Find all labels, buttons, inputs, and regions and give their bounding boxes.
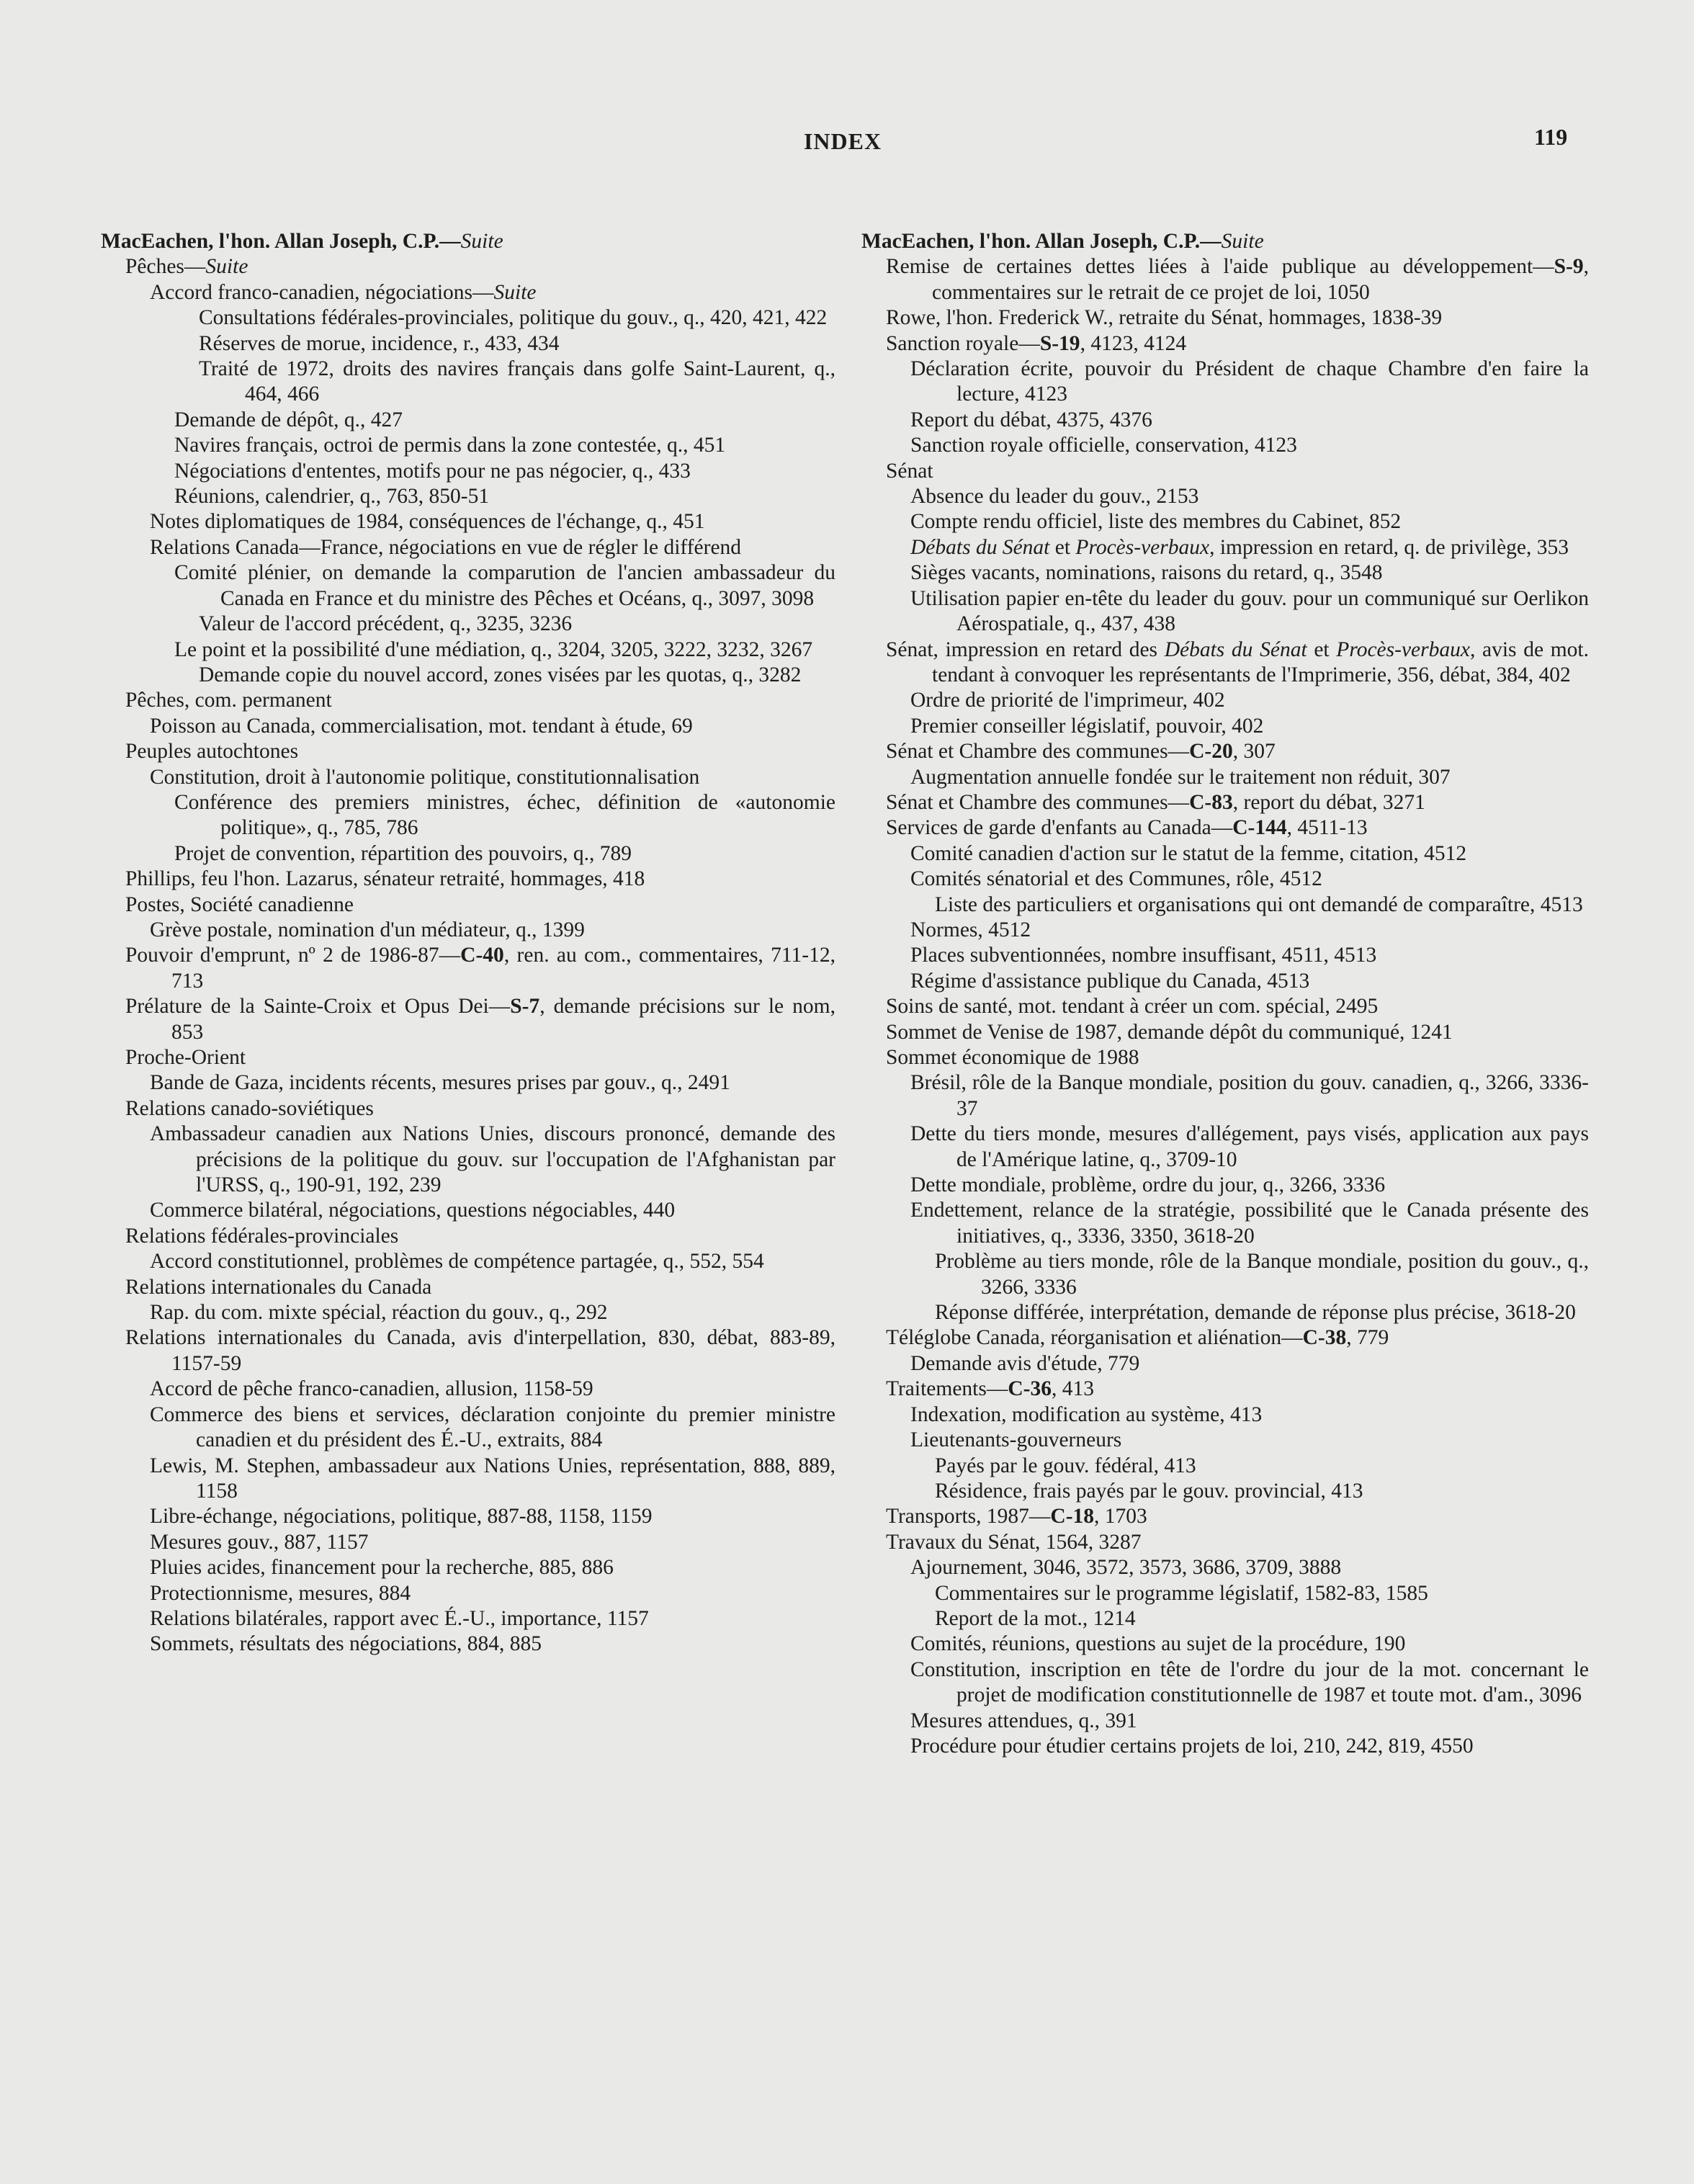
index-entry — [101, 433, 835, 458]
index-entry — [101, 1581, 835, 1606]
entry-text: Relations Canada—France, négociations en vue de régler le différend — [150, 535, 742, 559]
entry-text: , commentaires sur le retrait de ce projet de loi, 1050 — [932, 255, 1589, 304]
entry-text: Dette mondiale, problème, ordre du jour, q., 3266, 3336 — [910, 1173, 1386, 1197]
index-entry — [861, 1555, 1589, 1580]
index-entry — [861, 739, 1589, 764]
index-entry — [861, 1300, 1589, 1325]
index-entry — [861, 1020, 1589, 1045]
entry-text: Commerce bilatéral, négociations, questions négociables, 440 — [150, 1199, 676, 1222]
italic-text: Suite — [205, 255, 248, 279]
entry-text: Comité canadien d'action sur le statut de la femme, citation, 4512 — [910, 841, 1467, 865]
bill-number: S-9 — [1554, 255, 1584, 279]
index-entry — [101, 331, 835, 357]
entry-text: , 4511-13 — [1286, 816, 1368, 840]
entry-text: Mesures attendues, q., 391 — [910, 1709, 1137, 1732]
right-column — [861, 229, 1589, 1759]
index-entry — [101, 280, 835, 305]
bill-number: S-19 — [1039, 331, 1080, 355]
entry-text: Relations internationales du Canada, avis d'interpellation, 830, débat, 883-89, 1157-59 — [125, 1326, 835, 1375]
index-entry — [861, 1377, 1589, 1402]
entry-text: Traité de 1972, droits des navires français dans golfe Saint-Laurent, q., 464, 466 — [199, 357, 835, 406]
bill-number: C-38 — [1302, 1326, 1347, 1350]
entry-text: Accord de pêche franco-canadien, allusion, 1158-59 — [150, 1377, 593, 1401]
index-entry — [101, 1530, 835, 1555]
index-entry — [101, 1606, 835, 1632]
index-entry — [101, 1454, 835, 1505]
index-entry — [861, 1070, 1589, 1122]
entry-text: Comité plénier, on demande la comparution de l'ancien ambassadeur du Canada en France et du ministre des Pêches et Océans, q., 3097, 3098 — [174, 561, 835, 610]
index-entry — [861, 1454, 1589, 1479]
entry-text: Premier conseiller législatif, pouvoir, 402 — [910, 714, 1264, 738]
entry-text: Projet de convention, répartition des pouvoirs, q., 789 — [174, 841, 632, 865]
index-entry — [101, 535, 835, 560]
entry-text: Indexation, modification au système, 413 — [910, 1402, 1263, 1426]
entry-text: Protectionnisme, mesures, 884 — [150, 1581, 411, 1605]
entry-text: Postes, Société canadienne — [125, 892, 354, 916]
entry-text: Résidence, frais payés par le gouv. provincial, 413 — [935, 1479, 1363, 1503]
entry-text: Ambassadeur canadien aux Nations Unies, discours prononcé, demande des précisions de la politique du gouv. sur l'occupation de l'Afghanistan par l'URSS, q., 190-91, 192, 239 — [150, 1122, 835, 1197]
entry-text: Problème au tiers monde, rôle de la Banque mondiale, position du gouv., q., 3266, 3336 — [935, 1250, 1589, 1299]
index-entry — [101, 739, 835, 764]
entry-text: Travaux du Sénat, 1564, 3287 — [886, 1530, 1142, 1554]
entry-text: Augmentation annuelle fondée sur le traitement non réduit, 307 — [910, 765, 1451, 789]
bill-number: S-7 — [510, 995, 540, 1019]
entry-text: Réunions, calendrier, q., 763, 850-51 — [174, 485, 490, 509]
italic-text: Débats du Sénat — [910, 535, 1050, 559]
index-entry — [861, 1479, 1589, 1504]
entry-text: Rap. du com. mixte spécial, réaction du gouv., q., 292 — [150, 1301, 608, 1325]
index-entry — [101, 918, 835, 943]
entry-text: Procédure pour étudier certains projets de loi, 210, 242, 819, 4550 — [910, 1734, 1474, 1758]
index-entry — [861, 1122, 1589, 1173]
entry-text: Pêches— — [125, 255, 206, 279]
entry-text: Compte rendu officiel, liste des membres du Cabinet, 852 — [910, 510, 1402, 534]
entry-text: , ren. au com., commentaires, 711-12, 713 — [171, 944, 835, 993]
index-entry — [861, 1402, 1589, 1428]
index-entry — [861, 433, 1589, 458]
bill-number: C-20 — [1189, 740, 1233, 764]
entry-text: Sénat, impression en retard des — [886, 637, 1165, 661]
index-entry — [861, 969, 1589, 994]
index-entry — [101, 1249, 835, 1274]
entry-text: , 413 — [1052, 1377, 1094, 1401]
entry-text: Liste des particuliers et organisations qui ont demandé de comparaître, 4513 — [935, 892, 1583, 916]
index-entry — [101, 714, 835, 739]
entry-text: Demande avis d'étude, 779 — [910, 1351, 1140, 1375]
index-entry — [861, 254, 1589, 305]
entry-text: Soins de santé, mot. tendant à créer un com. spécial, 2495 — [886, 995, 1379, 1019]
index-entry — [101, 1402, 835, 1454]
index-entry — [101, 459, 835, 484]
index-entry — [861, 714, 1589, 739]
entry-text: Sommet économique de 1988 — [886, 1046, 1139, 1069]
index-entry — [101, 1300, 835, 1325]
entry-text: , 4123, 4124 — [1080, 331, 1187, 355]
entry-text: Relations canado-soviétiques — [125, 1096, 374, 1120]
italic-text: Procès-verbaux — [1075, 535, 1210, 559]
index-entry — [861, 459, 1589, 484]
index-entry — [101, 867, 835, 892]
entry-text: Ordre de priorité de l'imprimeur, 402 — [910, 689, 1225, 712]
entry-text: et — [1307, 637, 1337, 661]
index-entry — [861, 1606, 1589, 1632]
index-entry — [861, 1530, 1589, 1555]
index-entry — [861, 484, 1589, 509]
entry-text: Pouvoir d'emprunt, nº 2 de 1986-87— — [125, 944, 461, 967]
entry-text: Grève postale, nomination d'un médiateur, q., 1399 — [150, 918, 585, 941]
index-entry — [861, 331, 1589, 357]
index-entry — [861, 509, 1589, 534]
entry-text: Commentaires sur le programme législatif, 1582-83, 1585 — [935, 1581, 1428, 1605]
entry-text: Sommets, résultats des négociations, 884, 885 — [150, 1632, 542, 1656]
index-entry — [101, 1275, 835, 1300]
index-entry — [101, 357, 835, 408]
index-entry — [101, 1096, 835, 1122]
entry-text: Sanction royale officielle, conservation, 4123 — [910, 434, 1297, 457]
entry-text: Endettement, relance de la stratégie, possibilité que le Canada présente des initiatives, q., 3336, 3350, 3618-20 — [910, 1199, 1589, 1248]
index-entry — [861, 918, 1589, 943]
entry-text: Relations fédérales-provinciales — [125, 1224, 399, 1248]
index-entry — [101, 994, 835, 1045]
entry-text: Transports, 1987— — [886, 1505, 1051, 1529]
index-entry — [861, 1709, 1589, 1734]
entry-text: Ajournement, 3046, 3572, 3573, 3686, 3709, 3888 — [910, 1556, 1342, 1580]
index-entry — [861, 1325, 1589, 1351]
index-entry — [101, 1122, 835, 1198]
index-heading — [101, 229, 835, 254]
entry-text: Sénat et Chambre des communes— — [886, 740, 1190, 764]
index-entry — [101, 509, 835, 534]
entry-text: Remise de certaines dettes liées à l'aide publique au développement— — [886, 255, 1554, 279]
entry-text: Lieutenants-gouverneurs — [910, 1428, 1122, 1452]
entry-text: MacEachen, l'hon. Allan Joseph, C.P.— — [861, 230, 1222, 253]
entry-text: Comités, réunions, questions au sujet de la procédure, 190 — [910, 1632, 1406, 1656]
entry-text: Absence du leader du gouv., 2153 — [910, 485, 1199, 509]
entry-text: Sanction royale— — [886, 331, 1040, 355]
index-entry — [861, 560, 1589, 586]
index-entry — [101, 765, 835, 790]
index-entry — [101, 1070, 835, 1096]
index-entry — [101, 254, 835, 279]
index-entry — [101, 1377, 835, 1402]
entry-text: Peuples autochtones — [125, 740, 299, 764]
entry-text: Sommet de Venise de 1987, demande dépôt du communiqué, 1241 — [886, 1020, 1453, 1044]
entry-text: Réserves de morue, incidence, r., 433, 434 — [199, 331, 560, 355]
index-entry — [101, 790, 835, 841]
entry-text: Constitution, inscription en tête de l'ordre du jour de la mot. concernant le projet de modification constitutionnelle de 1987 et toute mot. d'am., 3096 — [910, 1657, 1589, 1707]
entry-text: Pluies acides, financement pour la recherche, 885, 886 — [150, 1556, 614, 1580]
entry-text: , avis de mot. tendant à convoquer les représentants de l'Imprimerie, 356, débat, 384, 402 — [932, 637, 1589, 686]
index-entry — [861, 1198, 1589, 1249]
index-entry — [861, 1734, 1589, 1759]
entry-text: Utilisation papier en-tête du leader du gouv. pour un communiqué sur Oerlikon Aérospatiale, q., 437, 438 — [910, 586, 1589, 636]
index-entry — [861, 408, 1589, 433]
index-entry — [861, 357, 1589, 408]
entry-text: Normes, 4512 — [910, 918, 1031, 941]
index-entry — [101, 688, 835, 713]
index-entry — [861, 1351, 1589, 1377]
bill-number: C-36 — [1008, 1377, 1052, 1401]
index-entry — [101, 612, 835, 637]
index-entry — [861, 1428, 1589, 1453]
index-entry — [101, 663, 835, 688]
index-entry — [101, 1045, 835, 1070]
entry-text: Sièges vacants, nominations, raisons du retard, q., 3548 — [910, 561, 1383, 585]
entry-text: Payés par le gouv. fédéral, 413 — [935, 1454, 1196, 1477]
index-heading — [861, 229, 1589, 254]
index-entry — [101, 1504, 835, 1529]
left-column — [101, 229, 835, 1657]
page-header-title: INDEX — [803, 128, 882, 154]
index-entry — [861, 637, 1589, 689]
entry-text: Rowe, l'hon. Frederick W., retraite du Sénat, hommages, 1838-39 — [886, 306, 1443, 330]
entry-text: Demande de dépôt, q., 427 — [174, 408, 403, 431]
entry-text: , 307 — [1232, 740, 1276, 764]
suite-marker: Suite — [460, 230, 503, 253]
italic-text: Procès-verbaux — [1336, 637, 1470, 661]
index-entry — [101, 560, 835, 612]
entry-text: Report du débat, 4375, 4376 — [910, 408, 1152, 431]
index-entry — [861, 305, 1589, 331]
entry-text: Constitution, droit à l'autonomie politique, constitutionnalisation — [150, 765, 700, 789]
entry-text: Places subventionnées, nombre insuffisant, 4511, 4513 — [910, 944, 1377, 967]
index-entry — [861, 943, 1589, 968]
index-entry — [861, 1504, 1589, 1529]
entry-text: Négociations d'ententes, motifs pour ne pas négocier, q., 433 — [174, 459, 691, 483]
entry-text: Poisson au Canada, commercialisation, mot. tendant à étude, 69 — [150, 714, 693, 738]
index-entry — [861, 790, 1589, 815]
page-number: 119 — [1534, 124, 1568, 150]
entry-text: Déclaration écrite, pouvoir du Président de chaque Chambre d'en faire la lecture, 4123 — [910, 357, 1589, 406]
entry-text: , demande précisions sur le nom, 853 — [171, 995, 835, 1044]
index-entry — [101, 484, 835, 509]
index-entry — [101, 637, 835, 663]
index-entry — [861, 892, 1589, 918]
entry-text: Téléglobe Canada, réorganisation et aliénation— — [886, 1326, 1303, 1350]
entry-text: , 1703 — [1094, 1505, 1147, 1529]
entry-text: Relations bilatérales, rapport avec É.-U., importance, 1157 — [150, 1606, 649, 1630]
entry-text: , report du débat, 3271 — [1232, 790, 1425, 814]
index-entry — [861, 1657, 1589, 1709]
bill-number: C-144 — [1232, 816, 1287, 840]
index-entry — [101, 1632, 835, 1657]
entry-text: Consultations fédérales-provinciales, politique du gouv., q., 420, 421, 422 — [199, 306, 828, 330]
entry-text: Bande de Gaza, incidents récents, mesures prises par gouv., q., 2491 — [150, 1071, 730, 1095]
index-entry — [861, 765, 1589, 790]
entry-text: Valeur de l'accord précédent, q., 3235, 3236 — [199, 612, 573, 636]
index-entry — [861, 535, 1589, 560]
entry-text: Traitements— — [886, 1377, 1008, 1401]
index-entry — [101, 305, 835, 331]
entry-text: Réponse différée, interprétation, demande de réponse plus précise, 3618-20 — [935, 1301, 1576, 1325]
bill-number: C-83 — [1189, 790, 1233, 814]
entry-text: Comités sénatorial et des Communes, rôle, 4512 — [910, 867, 1322, 891]
entry-text: Régime d'assistance publique du Canada, 4513 — [910, 969, 1310, 993]
entry-text: Sénat — [886, 459, 933, 483]
entry-text: Accord constitutionnel, problèmes de compétence partagée, q., 552, 554 — [150, 1250, 764, 1274]
index-entry — [101, 1224, 835, 1249]
entry-text: Demande copie du nouvel accord, zones visées par les quotas, q., 3282 — [199, 663, 802, 686]
index-entry — [861, 1045, 1589, 1070]
entry-text: MacEachen, l'hon. Allan Joseph, C.P.— — [101, 230, 461, 253]
entry-text: Prélature de la Sainte-Croix et Opus Dei— — [125, 995, 511, 1019]
entry-text: Proche-Orient — [125, 1046, 246, 1069]
entry-text: Libre-échange, négociations, politique, 887-88, 1158, 1159 — [150, 1505, 653, 1529]
index-entry — [101, 408, 835, 433]
entry-text: Brésil, rôle de la Banque mondiale, position du gouv. canadien, q., 3266, 3336-37 — [910, 1071, 1589, 1120]
index-entry — [861, 1581, 1589, 1606]
index-entry — [101, 1325, 835, 1377]
entry-text: Navires français, octroi de permis dans la zone contestée, q., 451 — [174, 434, 726, 457]
italic-text: Débats du Sénat — [1164, 637, 1307, 661]
index-entry — [861, 815, 1589, 841]
index-entry — [861, 994, 1589, 1019]
entry-text: Dette du tiers monde, mesures d'allégement, pays visés, application aux pays de l'Amérique latine, q., 3709-10 — [910, 1122, 1589, 1171]
index-entry — [861, 1632, 1589, 1657]
italic-text: Suite — [493, 280, 537, 304]
index-entry — [861, 1249, 1589, 1300]
entry-text: Le point et la possibilité d'une médiation, q., 3204, 3205, 3222, 3232, 3267 — [174, 637, 813, 661]
entry-text: Commerce des biens et services, déclaration conjointe du premier ministre canadien et du président des É.-U., extraits, 884 — [150, 1402, 835, 1452]
entry-text: Pêches, com. permanent — [125, 689, 332, 712]
index-entry — [101, 1198, 835, 1223]
entry-text: Sénat et Chambre des communes— — [886, 790, 1190, 814]
index-entry — [101, 841, 835, 867]
entry-text: Conférence des premiers ministres, échec, définition de «autonomie politique», q., 785, 786 — [174, 790, 835, 840]
index-entry — [861, 586, 1589, 637]
index-entry — [101, 1555, 835, 1580]
bill-number: C-18 — [1050, 1505, 1095, 1529]
suite-marker: Suite — [1221, 230, 1264, 253]
entry-text: , 779 — [1346, 1326, 1389, 1350]
index-entry — [861, 841, 1589, 867]
entry-text: Lewis, M. Stephen, ambassadeur aux Nations Unies, représentation, 888, 889, 1158 — [150, 1454, 835, 1503]
entry-text: Notes diplomatiques de 1984, conséquences de l'échange, q., 451 — [150, 510, 705, 534]
entry-text: et — [1049, 535, 1076, 559]
index-entry — [861, 867, 1589, 892]
index-entry — [861, 688, 1589, 713]
index-entry — [101, 892, 835, 918]
entry-text: , impression en retard, q. de privilège, 353 — [1209, 535, 1569, 559]
entry-text: Services de garde d'enfants au Canada— — [886, 816, 1233, 840]
entry-text: Report de la mot., 1214 — [935, 1606, 1136, 1630]
index-entry — [861, 1173, 1589, 1198]
entry-text: Phillips, feu l'hon. Lazarus, sénateur retraité, hommages, 418 — [125, 867, 645, 891]
entry-text: Mesures gouv., 887, 1157 — [150, 1530, 369, 1554]
entry-text: Relations internationales du Canada — [125, 1275, 432, 1299]
entry-text: Accord franco-canadien, négociations— — [150, 280, 494, 304]
bill-number: C-40 — [460, 944, 504, 967]
index-entry — [101, 943, 835, 994]
